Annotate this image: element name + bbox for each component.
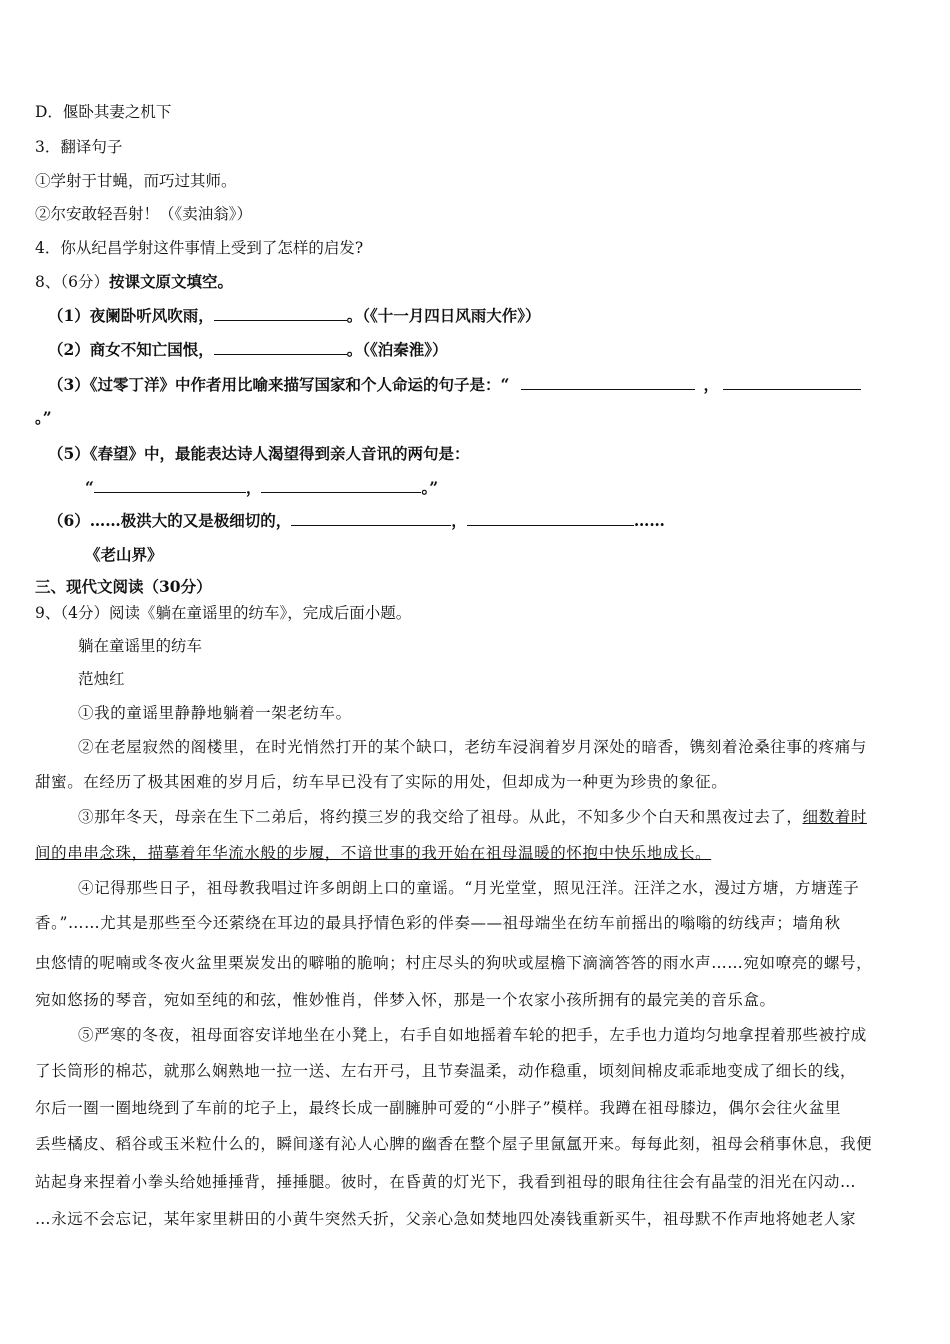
para-1: ①我的童谣里静静地躺着一架老纺车。: [78, 704, 352, 722]
para-2-line-1: ②在老屋寂然的阁楼里，在时光悄然打开的某个缺口，老纺车浸润着岁月深处的暗香，镌刻着沧桑往事的疼痛与: [78, 738, 867, 756]
line-d-option: D．偃卧其妻之机下: [35, 103, 172, 121]
line-q8: [35, 272, 233, 292]
para-5-line-6: …永远不会忘记，某年家里耕田的小黄牛突然夭折，父亲心急如焚地四处凑钱重新买牛，祖母默不作声地将她老人家: [35, 1210, 857, 1228]
section-3-heading: 三、现代文阅读（30分）: [35, 577, 212, 596]
blank-3a[interactable]: [521, 374, 695, 390]
fill-3: （3）《过零丁洋》中作者用比喻来描写国家和个人命运的句子是：“ ，: [48, 374, 861, 395]
para-5-line-2: 了长筒形的棉芯，就那么娴熟地一拉一送、左右开弓，且节奏温柔，动作稳重，顷刻间棉皮乖乖地变成了细长的线，: [35, 1062, 857, 1080]
para-4-line-2: 香。”……尤其是那些至今还萦绕在耳边的最具抒情色彩的伴奏——祖母端坐在纺车前摇出的嗡嗡的纺线声；墙角秋: [35, 914, 841, 932]
fill-6-source: 《老山界》: [85, 545, 163, 564]
para-5-line-1: ⑤严寒的冬夜，祖母面容安详地坐在小凳上，右手自如地摇着车轮的把手，左手也力道均匀地拿捏着那些被拧成: [78, 1026, 867, 1044]
article-author: 范烛红: [78, 670, 125, 688]
q8-title: 按课文原文填空。: [108, 272, 233, 291]
line-q4: 4．你从纪昌学射这件事情上受到了怎样的启发?: [35, 239, 364, 257]
blank-5b[interactable]: [261, 477, 421, 493]
fill-2: （2）商女不知亡国恨， 。（《泊秦淮》）: [48, 340, 448, 359]
blank-3b[interactable]: [723, 374, 861, 390]
para-5-line-3: 尔后一圈一圈地绕到了车前的坨子上，最终长成一副臃肿可爱的“小胖子”模样。我蹲在祖母膝边，偶尔会往火盆里: [35, 1099, 841, 1117]
fill-1: （1）夜阑卧听风吹雨， 。（《十一月四日风雨大作》）: [48, 306, 541, 325]
para-5-line-4: 丢些橘皮、稻谷或玉米粒什么的，瞬间遂有沁人心脾的幽香在整个屋子里氤氲开来。每每此刻，祖母会稍事休息，我便: [35, 1135, 873, 1153]
fill-3-end: 。”: [35, 408, 52, 427]
article-title: 躺在童谣里的纺车: [78, 637, 203, 655]
blank-5a[interactable]: [94, 477, 246, 493]
fill-5-blanks: “ ， 。”: [85, 478, 439, 497]
fill-5: （5）《春望》中，最能表达诗人渴望得到亲人音讯的两句是：: [48, 444, 470, 463]
q8-number: 8、（6分）: [35, 273, 109, 291]
para-5-line-5: 站起身来捏着小拳头给她捶捶背，捶捶腿。彼时，在昏黄的灯光下，我看到祖母的眼角往往会有晶莹的泪光在闪动…: [35, 1173, 857, 1191]
line-q3-2: ②尔安敢轻吾射！（《卖油翁》）: [35, 205, 253, 223]
line-q3: 3．翻译句子: [35, 138, 123, 156]
para-2-line-2: 甜蜜。在经历了极其困难的岁月后，纺车早已没有了实际的用处，但却成为一种更为珍贵的象征。: [35, 773, 728, 791]
para-3-line-2: 间的串串念珠，描摹着年华流水般的步履，不谙世事的我开始在祖母温暖的怀抱中快乐地成长。: [35, 844, 712, 862]
line-q9: 9、（4分）阅读《躺在童谣里的纺车》，完成后面小题。: [35, 604, 412, 622]
para-4-line-3: 虫悠情的呢喃或冬夜火盆里栗炭发出的噼啪的脆响；村庄尽头的狗吠或屋檐下滴滴答答的雨水声……宛如嘹亮的螺号，: [35, 954, 873, 972]
blank-6b[interactable]: [467, 510, 634, 526]
fill-6: （6）……极洪大的又是极细切的， ， ……: [48, 511, 665, 530]
para-4-line-4: 宛如悠扬的琴音，宛如至纯的和弦，惟妙惟肖，伴梦入怀，那是一个农家小孩所拥有的最完美的音乐盒。: [35, 991, 776, 1009]
line-q3-1: ①学射于甘蝇，而巧过其师。: [35, 172, 237, 190]
blank-6a[interactable]: [291, 510, 451, 526]
para-4-line-1: ④记得那些日子，祖母教我唱过许多朗朗上口的童谣。“月光堂堂，照见汪洋。汪洋之水，漫过方塘，方塘莲子: [78, 879, 860, 897]
underlined-sentence-start: 细数着时: [802, 808, 867, 826]
para-3-line-1: ③那年冬天，母亲在生下二弟后，将约摸三岁的我交给了祖母。从此，不知多少个白天和黑夜过去了，细数着时: [78, 808, 867, 826]
blank-2[interactable]: [214, 339, 347, 355]
blank-1[interactable]: [214, 305, 347, 321]
